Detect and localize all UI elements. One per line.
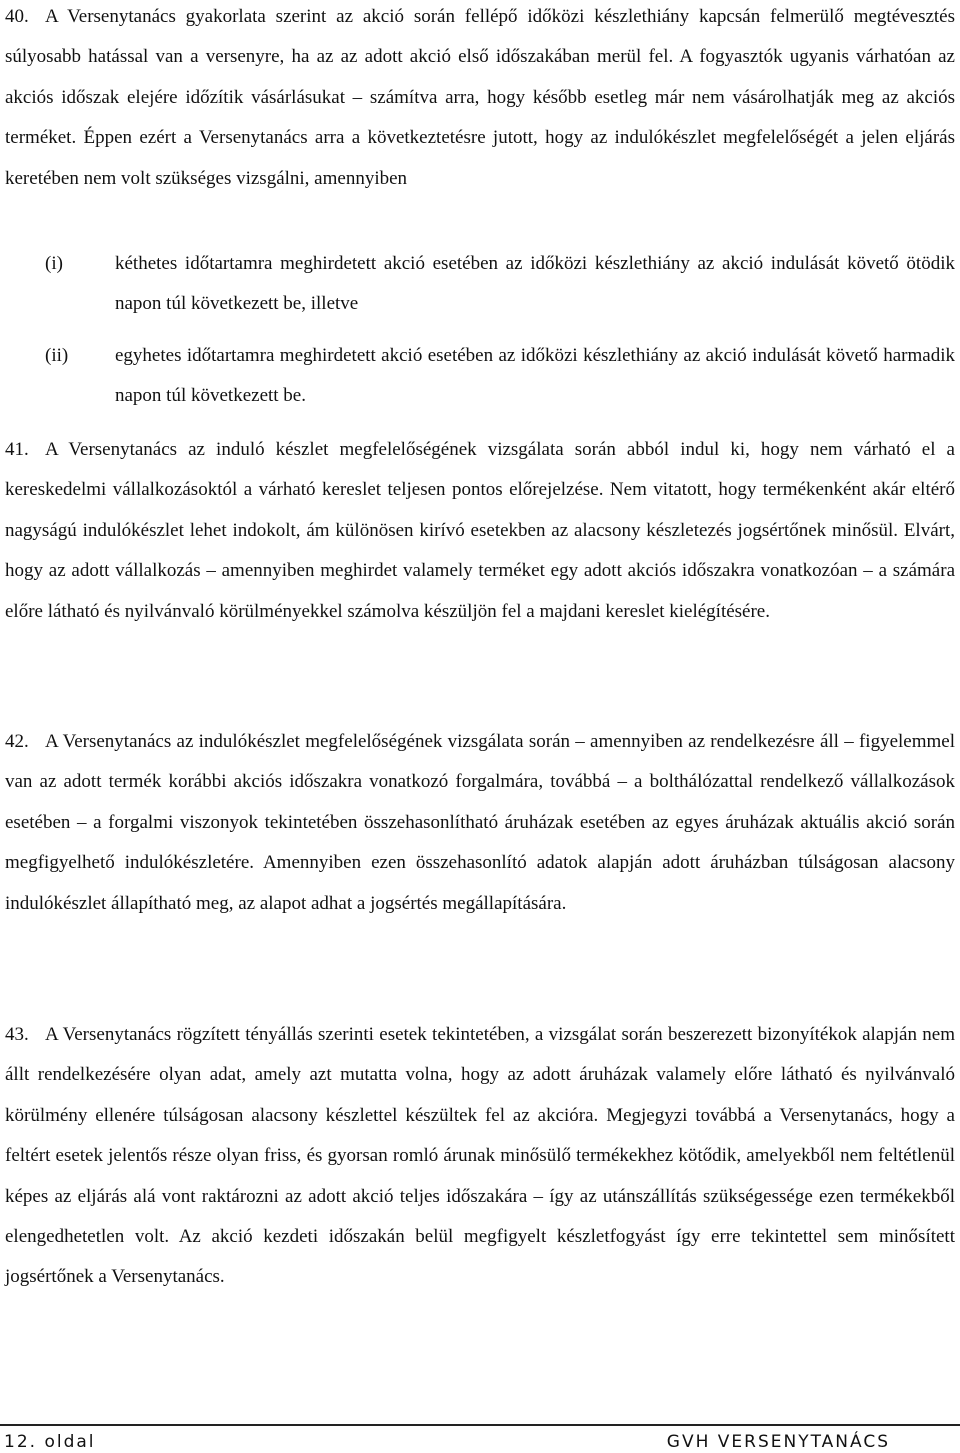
paragraph-43: [5, 1015, 955, 1298]
paragraph-number: 40.: [5, 6, 29, 27]
list-item-label: (i): [45, 253, 63, 274]
paragraph-41: [5, 430, 955, 632]
footer-organization: GVH VERSENYTANÁCS: [666, 1432, 890, 1452]
paragraph-text: A Versenytanács az induló készlet megfelelőségének vizsgálata során abból indul ki, hogy nem várható el a kereskedelmi vállalkozásoktól a várható kereslet teljesen pontos előrejelzése. Nem vitatott, hogy termékenként akár eltérő nagyságú indulókészlet lehet indokolt, ám különösen kirívó esetekben az alacsony készletezés jogsértőnek minősül. Elvárt, hogy az adott vállalkozás – amennyiben meghirdet valamely terméket egy adott akciós időszakra vonatkozóan – a számára előre látható és nyilvánvaló körülményekkel számolva készüljön fel a majdani kereslet kielégítésére.: [5, 439, 955, 622]
paragraph-number: 41.: [5, 439, 29, 460]
list-item-text: kéthetes időtartamra meghirdetett akció esetében az időközi készlethiány az akció indulását követő ötödik napon túl következett be, illetve: [115, 253, 955, 315]
list-item: [5, 336, 955, 417]
footer-divider: [0, 1424, 960, 1426]
list-item-text: egyhetes időtartamra meghirdetett akció esetében az időközi készlethiány az akció indulását követő harmadik napon túl következett be.: [115, 345, 955, 407]
list-item-label: (ii): [45, 345, 69, 366]
paragraph-text: A Versenytanács rögzített tényállás szerinti esetek tekintetében, a vizsgálat során beszerezett bizonyítékok alapján nem állt rendelkezésére olyan adat, amely azt mutatta volna, hogy az adott áruházak valamely előre látható és nyilvánvaló körülmény ellenére túlságosan alacsony készlettel készültek fel az akcióra. Megjegyzi továbbá a Versenytanács, hogy a feltért esetek jelentős része olyan friss, és gyorsan romló árunak minősülő termékekhez kötődik, amelyekből nem feltétlenül képes az eljárás alá vont raktározni az adott akció teljes időszakára – így az utánszállítás szükségessége ezen termékekből elengedhetetlen volt. Az akció kezdeti időszakán belül megfigyelt készletfogyást így erre tekintettel sem minősített jogsértőnek a Versenytanács.: [5, 1024, 955, 1288]
paragraph-text: A Versenytanács gyakorlata szerint az akció során fellépő időközi készlethiány kapcsán felmerülő megtévesztés súlyosabb hatással van a versenyre, ha az az adott akció első időszakában merül fel. A fogyasztók ugyanis várhatóan az akciós időszak elejére időzítik vásárlásukat – számítva arra, hogy később esetleg már nem vásárolhatják meg az akciós terméket. Éppen ezért a Versenytanács arra a következtetésre jutott, hogy az indulókészlet megfelelőségét a jelen eljárás keretében nem volt szükséges vizsgálni, amennyiben: [5, 6, 955, 189]
paragraph-42: [5, 722, 955, 924]
paragraph-number: 43.: [5, 1024, 29, 1045]
paragraph-text: A Versenytanács az indulókészlet megfelelőségének vizsgálata során – amennyiben az rendelkezésre áll – figyelemmel van az adott termék korábbi akciós időszakra vonatkozó forgalmára, továbbá – a bolthálózattal rendelkező vállalkozások esetében – a forgalmi viszonyok tekintetében összehasonlítható áruházak esetében az egyes áruházak aktuális akció során megfigyelhető indulókészletére. Amennyiben ezen összehasonlító adatok alapján adott áruházban túlságosan alacsony indulókészlet állapítható meg, az alapot adhat a jogsértés megállapítására.: [5, 731, 955, 914]
paragraph-40: [5, 0, 955, 199]
list-item: [5, 244, 955, 325]
paragraph-number: 42.: [5, 731, 29, 752]
page-number: 12. oldal: [4, 1432, 96, 1452]
